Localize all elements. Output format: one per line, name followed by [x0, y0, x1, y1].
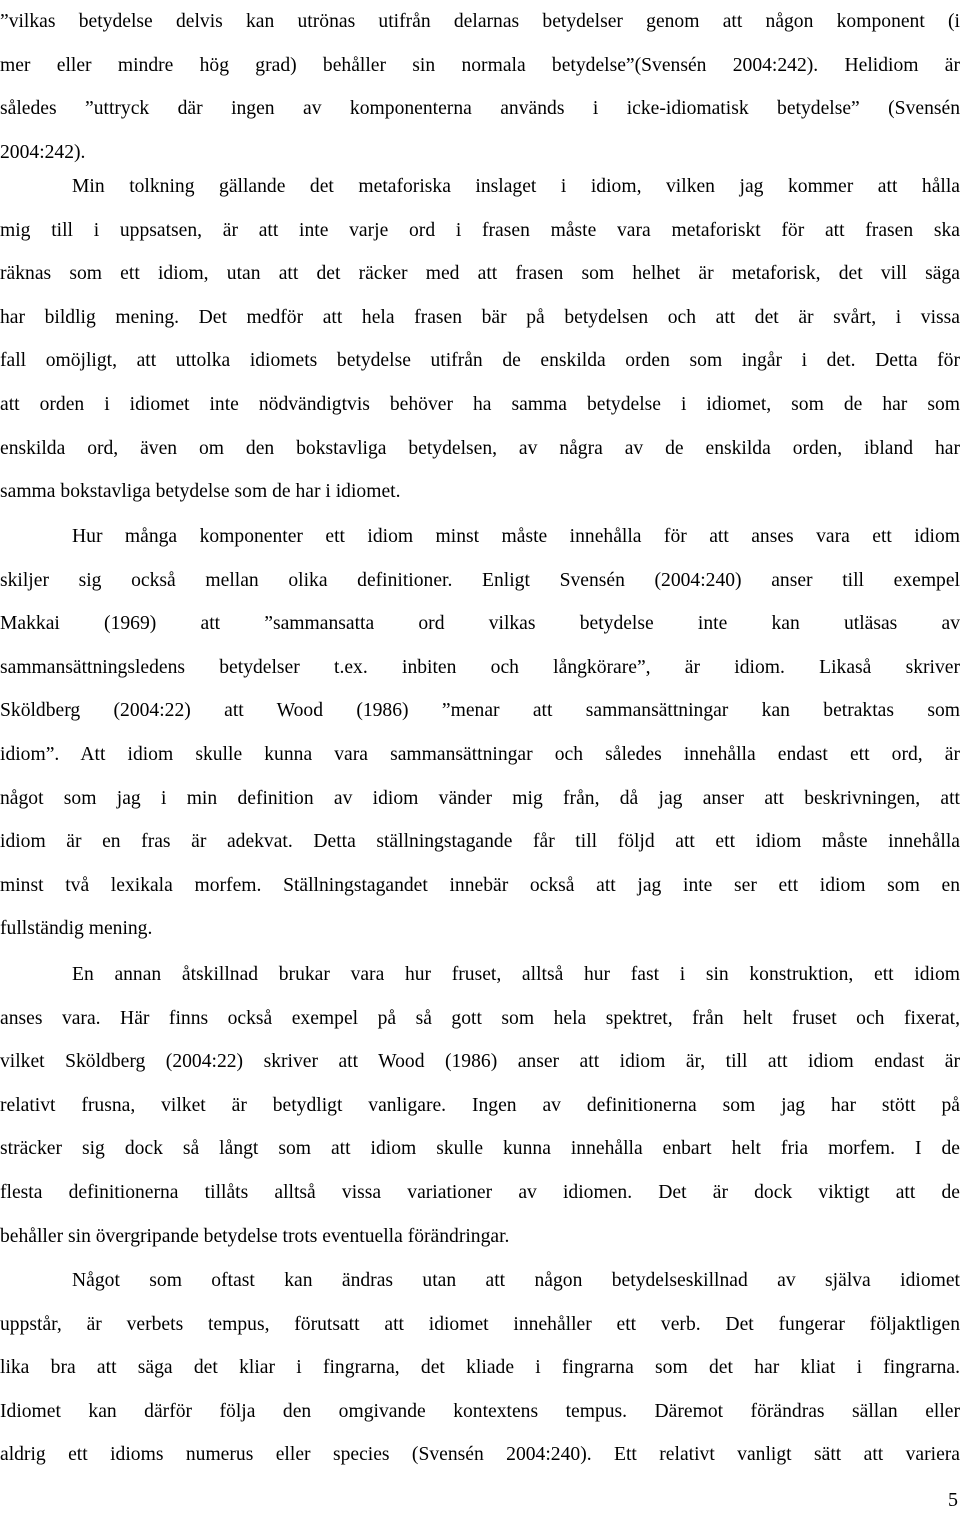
text-line: sträcker sig dock så långt som att idiom skulle kunna innehålla enbart helt fria morfem. I de: [0, 1138, 960, 1160]
text-line: Idiomet kan därför följa den omgivande kontextens tempus. Däremot förändras sällan eller: [0, 1400, 960, 1422]
text-line: Sköldberg (2004:22) att Wood (1986) ”menar att sammansättningar kan betraktas som: [0, 700, 960, 722]
text-line: att orden i idiomet inte nödvändigtvis behöver ha samma betydelse i idiomet, som de har som: [0, 393, 960, 415]
page-number: 5: [948, 1489, 958, 1511]
text-line: skiljer sig också mellan olika definitioner. Enligt Svensén (2004:240) anser till exempel: [0, 569, 960, 591]
text-line: Hur många komponenter ett idiom minst måste innehålla för att anses vara ett idiom: [72, 526, 960, 547]
text-line: behåller sin övergripande betydelse trots eventuella förändringar.: [0, 1225, 510, 1247]
text-line: vilket Sköldberg (2004:22) skriver att Wood (1986) anser att idiom är, till att idiom endast är: [0, 1051, 960, 1073]
paragraph: [0, 953, 960, 1258]
text-line: samma bokstavliga betydelse som de har i idiomet.: [0, 481, 401, 503]
text-line: flesta definitionerna tillåts alltså vissa variationer av idiomen. Det är dock viktigt att de: [0, 1181, 960, 1203]
text-line: räknas som ett idiom, utan att det räcker med att frasen som helhet är metaforisk, det vill säga: [0, 263, 960, 285]
text-line: fall omöjligt, att uttolka idiomets betydelse utifrån de enskilda orden som ingår i det. Detta för: [0, 350, 960, 372]
text-line: relativt frusna, vilket är betydligt vanligare. Ingen av definitionerna som jag har stött på: [0, 1094, 960, 1116]
text-line: således ”uttryck där ingen av komponenterna används i icke-idiomatisk betydelse” (Svensén: [0, 98, 960, 120]
text-line: Min tolkning gällande det metaforiska inslaget i idiom, vilken jag kommer att hålla: [72, 176, 960, 197]
text-line: minst två lexikala morfem. Ställningstagandet innebär också att jag inte ser ett idiom som en: [0, 874, 960, 896]
text-line: uppstår, är verbets tempus, förutsatt att idiomet innehåller ett verb. Det fungerar följaktligen: [0, 1313, 960, 1335]
text-line: fullständig mening.: [0, 918, 153, 940]
text-line: mer eller mindre hög grad) behåller sin normala betydelse”(Svensén 2004:242). Helidiom är: [0, 54, 960, 76]
text-line: något som jag i min definition av idiom vänder mig från, då jag anser att beskrivningen, att: [0, 787, 960, 809]
paragraph: [0, 515, 960, 951]
text-line: Makkai (1969) att ”sammansatta ord vilkas betydelse inte kan utläsas av: [0, 613, 960, 635]
text-line: 2004:242).: [0, 141, 86, 163]
text-line: aldrig ett idioms numerus eller species (Svensén 2004:240). Ett relativt vanligt sätt att variera: [0, 1444, 960, 1466]
text-line: lika bra att säga det kliar i fingrarna, det kliade i fingrarna som det har kliat i fingrarna.: [0, 1357, 960, 1379]
text-line: mig till i uppsatsen, är att inte varje ord i frasen måste vara metaforiskt för att frasen ska: [0, 219, 960, 241]
text-line: anses vara. Här finns också exempel på så gott som hela spektret, från helt fruset och fixerat,: [0, 1007, 960, 1029]
text-line: enskilda ord, även om den bokstavliga betydelsen, av några av de enskilda orden, ibland har: [0, 437, 960, 459]
text-line: ”vilkas betydelse delvis kan utrönas utifrån delarnas betydelser genom att någon komponent (i: [0, 11, 960, 32]
text-line: har bildlig mening. Det medför att hela frasen bär på betydelsen och att det är svårt, i vissa: [0, 306, 960, 328]
text-line: idiom”. Att idiom skulle kunna vara sammansättningar och således innehålla endast ett ord, är: [0, 743, 960, 765]
text-line: sammansättningsledens betydelser t.ex. inbiten och långkörare”, är idiom. Likaså skriver: [0, 656, 960, 678]
text-line: Något som oftast kan ändras utan att någon betydelseskillnad av själva idiomet: [72, 1270, 960, 1291]
text-line: idiom är en fras är adekvat. Detta ställningstagande får till följd att ett idiom måste innehålla: [0, 831, 960, 853]
paragraph: [0, 0, 960, 174]
paragraph: [0, 1259, 960, 1477]
paragraph: [0, 165, 960, 514]
text-line: En annan åtskillnad brukar vara hur fruset, alltså hur fast i sin konstruktion, ett idiom: [72, 964, 960, 985]
